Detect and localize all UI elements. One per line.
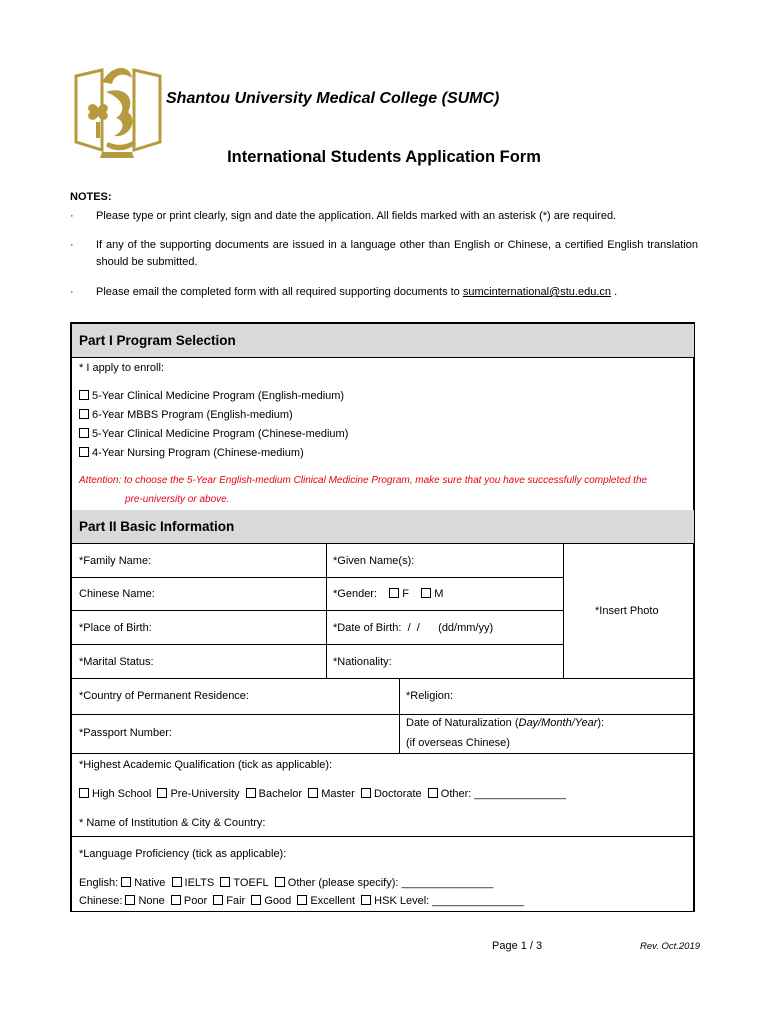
divider (72, 577, 564, 578)
divider (72, 610, 564, 611)
checkbox[interactable] (428, 788, 438, 798)
note-item (70, 284, 698, 301)
divider (72, 714, 694, 715)
note-text: Please type or print clearly, sign and date the application. All fields marked with an asterisk (*) are required. (96, 210, 617, 222)
bullet: · (70, 210, 74, 222)
checkbox[interactable] (246, 788, 256, 798)
marital-status-field[interactable]: *Marital Status: (79, 656, 154, 668)
checkbox[interactable] (361, 895, 371, 905)
chinese-name-field[interactable]: Chinese Name: (79, 588, 155, 600)
email-suffix: . (614, 286, 618, 298)
checkbox[interactable] (361, 788, 371, 798)
checkbox[interactable] (297, 895, 307, 905)
qualification-label: *Highest Academic Qualification (tick as applicable): (79, 759, 333, 771)
checkbox[interactable] (157, 788, 167, 798)
note-text: If any of the supporting documents are issued in a language other than English or Chinese, a certified English translation should be submitted. (96, 239, 698, 268)
family-name-field[interactable]: *Family Name: (79, 555, 152, 567)
attention-note: Attention: to choose the 5-Year English-medium Clinical Medicine Program, make sure that you have successfully completed the (79, 475, 648, 486)
naturalization-note: (if overseas Chinese) (406, 737, 510, 749)
divider (72, 678, 694, 679)
checkbox[interactable] (275, 877, 285, 887)
checkbox[interactable] (251, 895, 261, 905)
language-label: *Language Proficiency (tick as applicable): (79, 848, 287, 860)
passport-number-field[interactable]: *Passport Number: (79, 727, 172, 739)
attention-note-cont: pre-university or above. (125, 494, 230, 505)
email-prefix: Please email the completed form with all required supporting documents to (96, 286, 460, 298)
country-residence-field[interactable]: *Country of Permanent Residence: (79, 690, 249, 702)
form-title: International Students Application Form (227, 148, 541, 166)
date-of-birth-field[interactable]: *Date of Birth: / / (dd/mm/yy) (333, 622, 494, 634)
part2-heading: Part II Basic Information (72, 510, 694, 544)
divider (563, 544, 564, 678)
note-item (70, 208, 698, 225)
college-name: Shantou University Medical College (SUMC) (166, 90, 500, 107)
chinese-options[interactable]: Chinese: None Poor Fair Good Excellent HSK Level: _______________ (79, 895, 525, 907)
checkbox[interactable] (79, 788, 89, 798)
gender-m-checkbox[interactable] (421, 588, 431, 598)
checkbox[interactable] (79, 390, 89, 400)
religion-field[interactable]: *Religion: (406, 690, 454, 702)
checkbox[interactable] (220, 877, 230, 887)
place-of-birth-field[interactable]: *Place of Birth: (79, 622, 152, 634)
institution-field[interactable]: * Name of Institution & City & Country: (79, 817, 266, 829)
qualification-options[interactable]: High School Pre-University Bachelor Master Doctorate Other: _______________ (79, 787, 566, 801)
divider (326, 544, 327, 678)
bullet: · (70, 286, 74, 298)
checkbox[interactable] (308, 788, 318, 798)
checkbox[interactable] (79, 447, 89, 457)
naturalization-field[interactable]: Date of Naturalization (Day/Month/Year): (406, 717, 605, 729)
gender-field[interactable]: *Gender: F M (333, 588, 444, 600)
checkbox[interactable] (172, 877, 182, 887)
divider (72, 644, 564, 645)
sumc-logo (72, 62, 164, 162)
divider (72, 753, 694, 754)
apply-label: * I apply to enroll: (79, 362, 164, 374)
notes-heading: NOTES: (70, 191, 112, 203)
revision-date: Rev. Oct.2019 (640, 941, 701, 952)
program-option[interactable]: 5-Year Clinical Medicine Program (Chinese-medium) (79, 427, 348, 441)
part1-heading: Part I Program Selection (72, 324, 694, 358)
nationality-field[interactable]: *Nationality: (333, 656, 392, 668)
checkbox[interactable] (79, 428, 89, 438)
program-option[interactable]: 4-Year Nursing Program (Chinese-medium) (79, 446, 304, 460)
insert-photo-box[interactable]: *Insert Photo (595, 605, 659, 617)
checkbox[interactable] (213, 895, 223, 905)
divider (399, 678, 400, 753)
page-number: Page 1 / 3 (492, 940, 543, 952)
checkbox[interactable] (171, 895, 181, 905)
bullet: · (70, 239, 74, 251)
note-item (70, 237, 698, 271)
checkbox[interactable] (121, 877, 131, 887)
program-option[interactable]: 6-Year MBBS Program (English-medium) (79, 408, 293, 422)
note-text (96, 284, 698, 301)
email-link[interactable]: sumcinternational@stu.edu.cn (462, 286, 612, 298)
english-options[interactable]: English: Native IELTS TOEFL Other (please specify): _______________ (79, 877, 494, 889)
given-names-field[interactable]: *Given Name(s): (333, 555, 415, 567)
gender-f-checkbox[interactable] (389, 588, 399, 598)
checkbox[interactable] (125, 895, 135, 905)
program-option[interactable]: 5-Year Clinical Medicine Program (English-medium) (79, 389, 344, 403)
divider (72, 836, 694, 837)
checkbox[interactable] (79, 409, 89, 419)
